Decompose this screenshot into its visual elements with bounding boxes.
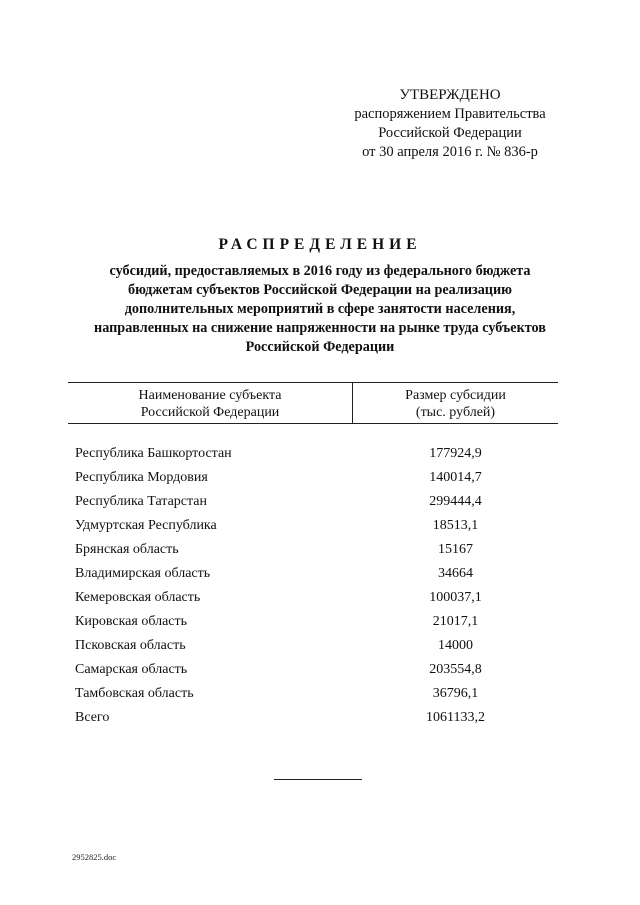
subtitle-line-3: дополнительных мероприятий в сфере занятости населения, <box>124 301 516 317</box>
approval-line-2: Российской Федерации <box>378 125 522 141</box>
subsidy-value: 177924,9 <box>429 446 482 461</box>
region-name: Республика Мордовия <box>75 470 208 485</box>
region-name: Владимирская область <box>75 566 211 581</box>
region-name: Тамбовская область <box>75 686 194 701</box>
table-row <box>68 562 558 586</box>
total-value: 1061133,2 <box>426 710 485 725</box>
subsidy-value: 36796,1 <box>432 686 479 701</box>
subsidy-value: 21017,1 <box>432 614 479 629</box>
total-label: Всего <box>75 710 110 725</box>
table-row <box>68 634 558 658</box>
region-name: Брянская область <box>75 542 179 557</box>
subtitle-line-2: бюджетам субъектов Российской Федерации на реализацию <box>128 282 512 298</box>
region-name: Республика Башкортостан <box>75 446 232 461</box>
table-row <box>68 658 558 682</box>
region-name: Республика Татарстан <box>75 494 208 509</box>
table-row <box>68 490 558 514</box>
subtitle-line-1: субсидий, предоставляемых в 2016 году из федерального бюджета <box>109 263 531 279</box>
total-row <box>68 706 558 730</box>
region-name: Кемеровская область <box>75 590 201 605</box>
region-name: Псковская область <box>75 638 186 653</box>
approval-block <box>330 86 570 162</box>
subsidy-value: 18513,1 <box>432 518 479 533</box>
table-row <box>68 586 558 610</box>
table-row <box>68 682 558 706</box>
header-region-line-2: Российской Федерации <box>140 405 280 420</box>
table-row <box>68 466 558 490</box>
table-row <box>68 442 558 466</box>
table-row <box>68 538 558 562</box>
table-row <box>68 610 558 634</box>
subsidy-value: 34664 <box>438 566 473 581</box>
approval-heading: УТВЕРЖДЕНО <box>399 87 501 103</box>
header-amount-line-1: Размер субсидии <box>405 388 506 403</box>
header-region-line-1: Наименование субъекта <box>138 388 282 403</box>
header-region-name <box>68 387 352 421</box>
document-end-rule <box>274 779 362 780</box>
subsidy-value: 299444,4 <box>429 494 482 509</box>
subtitle-line-5: Российской Федерации <box>245 339 395 355</box>
subsidy-value: 14000 <box>438 638 473 653</box>
subsidy-value: 140014,7 <box>429 470 482 485</box>
document-subtitle <box>60 262 580 357</box>
approval-line-3: от 30 апреля 2016 г. № 836-р <box>362 144 538 160</box>
file-name-footer: 2952825.doc <box>72 852 117 862</box>
subsidy-value: 100037,1 <box>429 590 482 605</box>
subtitle-line-4: направленных на снижение напряженности на рынке труда субъектов <box>94 320 546 336</box>
approval-line-1: распоряжением Правительства <box>354 106 546 122</box>
subsidy-table <box>68 382 558 730</box>
region-name: Самарская область <box>75 662 188 677</box>
region-name: Удмуртская Республика <box>75 518 217 533</box>
table-header <box>68 382 558 424</box>
header-amount-line-2: (тыс. рублей) <box>415 405 496 420</box>
subsidy-value: 15167 <box>438 542 473 557</box>
table-row <box>68 514 558 538</box>
header-subsidy-amount <box>353 387 558 421</box>
document-title: РАСПРЕДЕЛЕНИЕ <box>218 236 422 253</box>
region-name: Кировская область <box>75 614 188 629</box>
table-body <box>68 442 558 730</box>
subsidy-value: 203554,8 <box>429 662 482 677</box>
